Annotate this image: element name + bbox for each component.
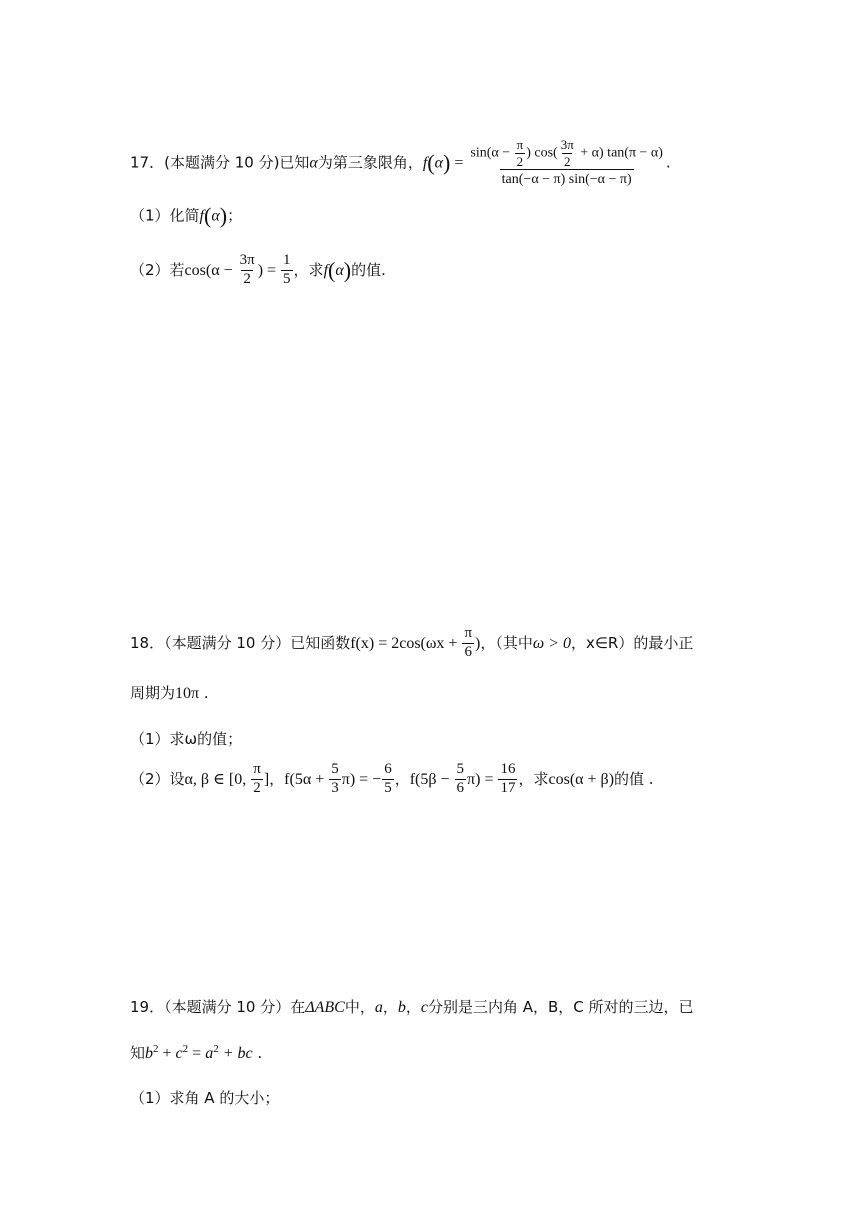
- q18-omega-cond: ω > 0: [532, 634, 571, 652]
- paren: (: [427, 149, 435, 175]
- q18-p1: （1）求ω的值；: [130, 730, 243, 748]
- q17-p1-suffix: ；: [227, 206, 243, 225]
- frac-num: 6: [384, 761, 392, 777]
- q17-lead: 17．(本题满分 10 分)已知: [130, 153, 310, 172]
- q19-line2-prefix: 知: [130, 1044, 146, 1062]
- q17-cond: 为第三象限角，: [317, 153, 423, 172]
- frac-den: 2: [243, 270, 251, 287]
- sep: ，: [269, 769, 285, 788]
- var-c: c: [420, 999, 428, 1016]
- frac-den: 2: [516, 153, 524, 169]
- q17-p2-suffix: 的值.: [351, 260, 386, 279]
- f: f: [199, 207, 204, 225]
- paren: ): [219, 203, 228, 228]
- eq-sign: =: [450, 154, 468, 172]
- num-text: sin(α −: [470, 145, 514, 161]
- frac-num: 3π: [239, 252, 255, 268]
- q18-ab-in: α, β ∈ [0,: [184, 770, 251, 788]
- q19-line2-suffix: .: [252, 1044, 263, 1062]
- q19-line1: [130, 996, 694, 1017]
- var-c: c: [175, 1045, 183, 1062]
- q17-alpha: α: [309, 154, 318, 172]
- q17-numerator: [468, 138, 665, 169]
- exponent: 2: [182, 1043, 189, 1055]
- var-a: a: [205, 1045, 214, 1062]
- f2-expr-tail: π) =: [467, 770, 498, 788]
- num-text: ) cos(: [526, 145, 558, 161]
- q18-part2: [130, 762, 654, 797]
- sep: ，: [405, 998, 421, 1016]
- sixteen-seventeenths: [498, 762, 517, 797]
- paren: (: [204, 203, 212, 228]
- q18-ask-prefix: ，求: [518, 769, 549, 788]
- frac-num: 5: [456, 761, 465, 777]
- plus: +: [158, 1045, 176, 1062]
- frac-den: 3: [331, 779, 339, 796]
- q17-part1: [130, 203, 242, 229]
- var-b: b: [145, 1045, 154, 1062]
- frac-den: 5: [384, 779, 392, 796]
- q19-lead: 19．（本题满分 10 分）在: [130, 998, 306, 1016]
- q18-ask-expr: cos(α + β): [548, 770, 615, 788]
- paren: ): [443, 149, 451, 175]
- q18-fx: f(x) = 2cos(ωx +: [350, 634, 462, 652]
- q17-f: f: [422, 154, 428, 172]
- q18-line2-suffix: .: [199, 684, 209, 702]
- pi-over-2: [251, 762, 263, 797]
- q18-line2-prefix: 周期为: [130, 684, 176, 702]
- arg: α: [335, 261, 344, 279]
- pi-over-6: [462, 626, 474, 661]
- sep: ，: [382, 998, 398, 1016]
- pi-over-2: [515, 138, 526, 168]
- num-text: + α) tan(π − α): [576, 145, 663, 161]
- f1-expr-tail: π) = −: [341, 770, 382, 788]
- frac-num: 16: [500, 761, 516, 777]
- eq: =: [188, 1045, 206, 1062]
- frac-num: 1: [283, 252, 291, 268]
- one-fifth: [281, 253, 293, 288]
- q18-lead: 18．（本题满分 10 分）已知函数: [130, 633, 351, 652]
- eq: ) =: [257, 261, 281, 279]
- q17-main-fraction: [468, 138, 665, 188]
- exponent: 2: [153, 1043, 159, 1055]
- threepi-over-2: [238, 253, 257, 288]
- q18-cond2: ，x∈R）的最小正: [570, 633, 694, 652]
- f2-expr: f(5β −: [409, 770, 454, 788]
- q19-p1: （1）求角 A 的大小；: [130, 1089, 280, 1107]
- q17-p1-prefix: （1）化简: [130, 206, 200, 225]
- q17-denominator: tan(−α − π) sin(−α − π): [500, 169, 634, 188]
- frac-den: 17: [500, 779, 516, 796]
- frac-num: 3π: [560, 137, 574, 152]
- var-a: a: [374, 999, 383, 1016]
- period: .: [665, 153, 671, 172]
- q18-line2: [130, 682, 209, 703]
- bracket: ]: [263, 770, 270, 788]
- threepi-over-2: [559, 138, 576, 168]
- frac-num: π: [253, 761, 261, 777]
- q18-cond1: ，（其中: [480, 633, 533, 652]
- q19-mid2: 分别是三内角 A，B，C 所对的三边，已: [427, 998, 694, 1016]
- q18-p2-prefix: （2）设: [130, 769, 185, 788]
- var-b: b: [397, 999, 406, 1016]
- exponent: 2: [213, 1043, 219, 1055]
- q17-p2-mid: ，求: [293, 260, 324, 279]
- f1-expr: f(5α +: [284, 770, 329, 788]
- cos-expr: cos(α −: [184, 261, 237, 279]
- frac-den: 6: [456, 779, 465, 796]
- paren: ): [343, 257, 352, 283]
- arg: α: [211, 207, 220, 225]
- five-thirds: [329, 762, 341, 797]
- q19-part1: [130, 1087, 279, 1108]
- f: f: [323, 261, 329, 279]
- q17-p2-prefix: （2）若: [130, 260, 185, 279]
- frac-den: 6: [464, 643, 472, 660]
- paren: ): [475, 634, 481, 652]
- q19-line2: [130, 1042, 262, 1063]
- q17-line1: [130, 138, 671, 188]
- six-fifths: [382, 762, 394, 797]
- q17-part2: [130, 253, 386, 288]
- frac-den: 5: [283, 270, 291, 287]
- q19-mid1: 中，: [344, 998, 375, 1016]
- frac-den: 2: [563, 153, 571, 169]
- sep: ，: [394, 769, 410, 788]
- frac-num: π: [516, 137, 524, 152]
- q18-line1: [130, 626, 693, 661]
- five-sixths: [455, 762, 467, 797]
- q19-triangle: ΔABC: [305, 999, 345, 1016]
- eq-tail: + bc: [218, 1045, 253, 1062]
- q18-part1: [130, 728, 242, 749]
- frac-num: 5: [331, 761, 339, 777]
- q18-ask-suffix: 的值 .: [614, 769, 654, 788]
- q17-f-arg: α: [434, 154, 444, 172]
- q18-period: 10π: [175, 685, 200, 702]
- frac-den: 2: [253, 779, 261, 796]
- paren: (: [328, 257, 336, 283]
- frac-num: π: [464, 625, 473, 641]
